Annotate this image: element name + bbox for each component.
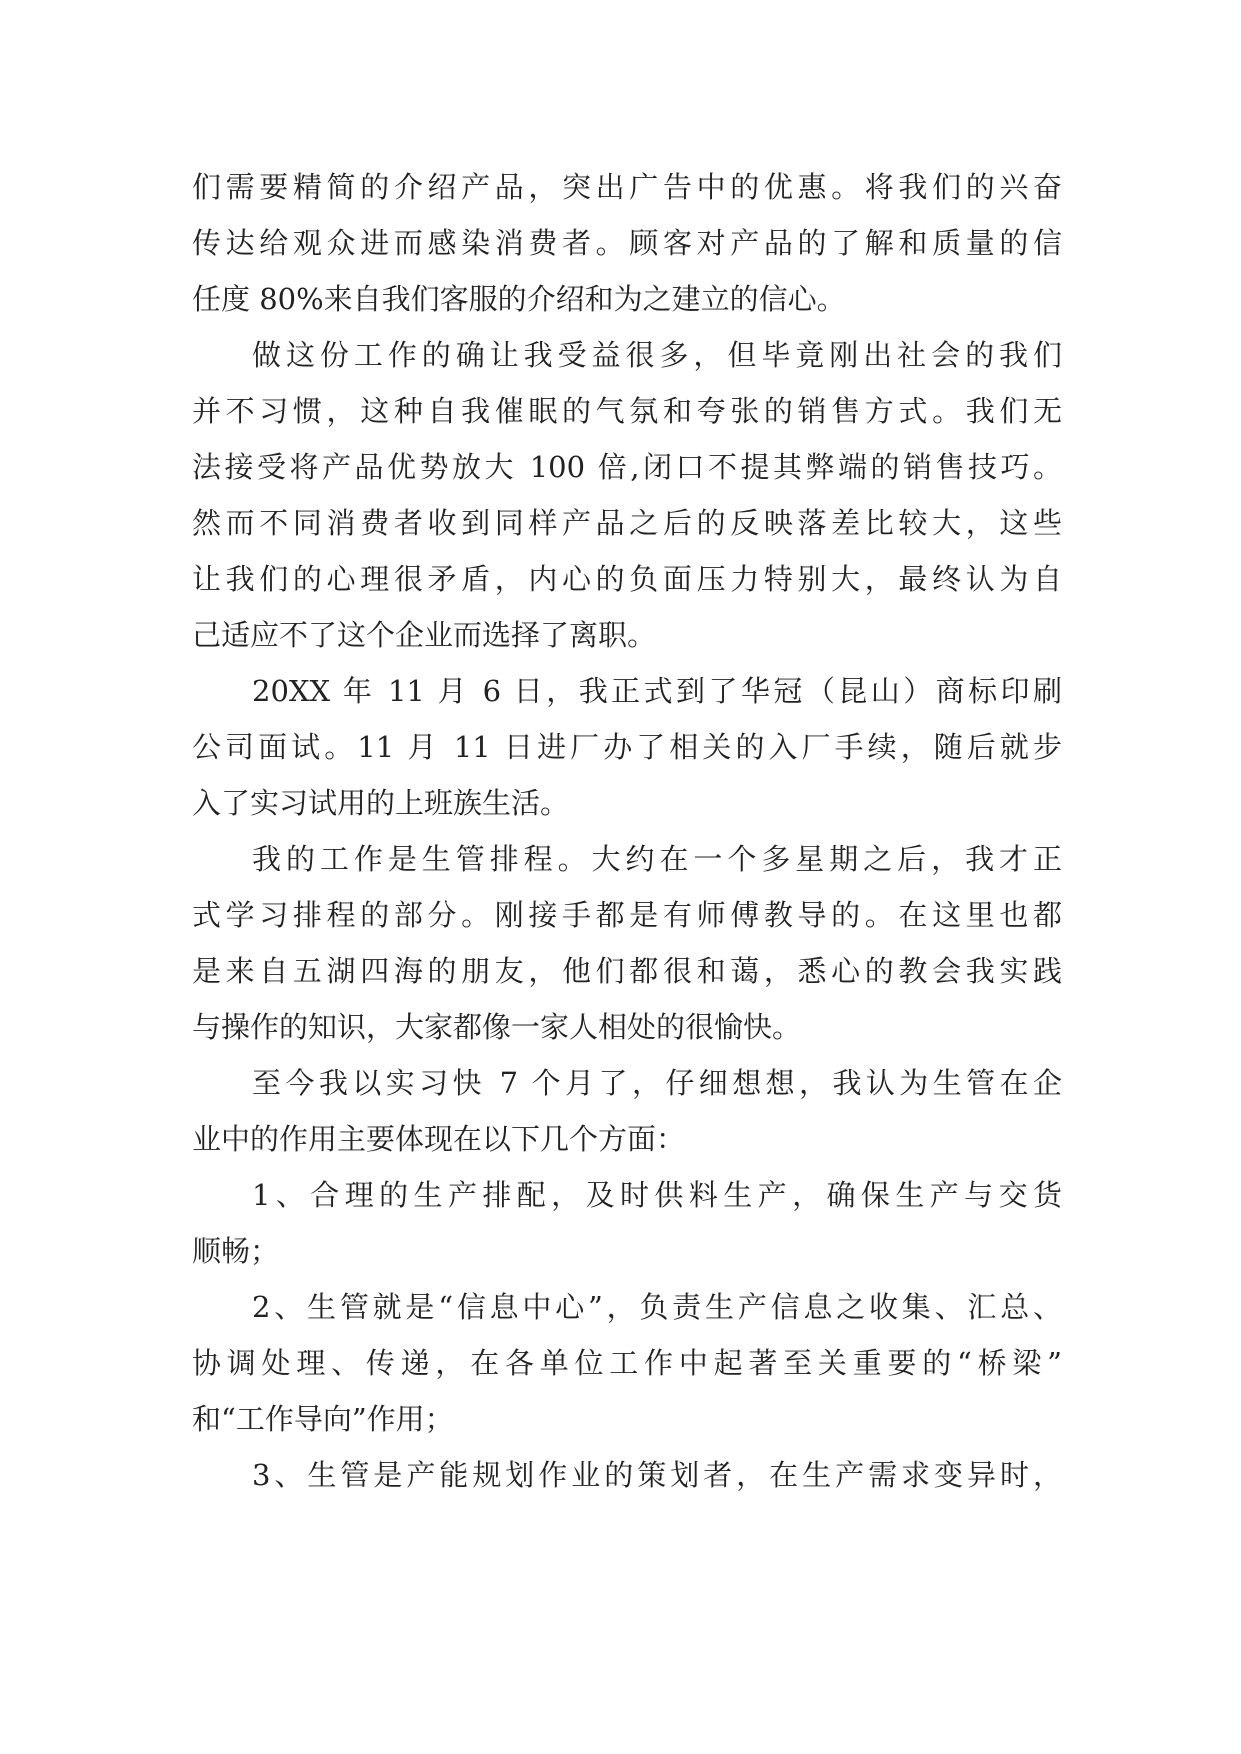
text-line: 让我们的心理很矛盾，内心的负面压力特别大，最终认为自 bbox=[192, 562, 1062, 596]
text-line: 20XX 年 11 月 6 日，我正式到了华冠（昆山）商标印刷 bbox=[252, 674, 1062, 708]
text-line: 己适应不了这个企业而选择了离职。 bbox=[192, 618, 657, 652]
text-line: 入了实习试用的上班族生活。 bbox=[192, 786, 570, 820]
list-item-line: 和“工作导向”作用； bbox=[192, 1402, 454, 1436]
list-item-line: 1、合理的生产排配，及时供料生产，确保生产与交货 bbox=[252, 1178, 1062, 1212]
list-item-line: 协调处理、传递，在各单位工作中起著至关重要的“桥梁” bbox=[192, 1346, 1062, 1380]
text-line: 任度 80%来自我们客服的介绍和为之建立的信心。 bbox=[192, 282, 846, 316]
text-line: 式学习排程的部分。刚接手都是有师傅教导的。在这里也都 bbox=[192, 898, 1062, 932]
text-line: 传达给观众进而感染消费者。顾客对产品的了解和质量的信 bbox=[192, 226, 1062, 260]
text-line: 并不习惯，这种自我催眠的气氛和夸张的销售方式。我们无 bbox=[192, 394, 1062, 428]
list-item-line: 顺畅； bbox=[192, 1234, 280, 1268]
list-item-line: 2、生管就是“信息中心”，负责生产信息之收集、汇总、 bbox=[252, 1290, 1062, 1324]
text-line: 业中的作用主要体现在以下几个方面： bbox=[192, 1122, 686, 1156]
text-line: 公司面试。11 月 11 日进厂办了相关的入厂手续，随后就步 bbox=[192, 730, 1062, 764]
text-line: 至今我以实习快 7 个月了，仔细想想，我认为生管在企 bbox=[252, 1066, 1062, 1100]
text-line: 们需要精简的介绍产品，突出广告中的优惠。将我们的兴奋 bbox=[192, 170, 1062, 204]
text-line: 与操作的知识，大家都像一家人相处的很愉快。 bbox=[192, 1010, 802, 1044]
text-line: 是来自五湖四海的朋友，他们都很和蔼，悉心的教会我实践 bbox=[192, 954, 1062, 988]
list-item-line: 3、生管是产能规划作业的策划者，在生产需求变异时， bbox=[252, 1458, 1062, 1492]
text-line: 我的工作是生管排程。大约在一个多星期之后，我才正 bbox=[252, 842, 1062, 876]
text-line: 做这份工作的确让我受益很多，但毕竟刚出社会的我们 bbox=[252, 338, 1062, 372]
text-line: 然而不同消费者收到同样产品之后的反映落差比较大，这些 bbox=[192, 506, 1062, 540]
text-line: 法接受将产品优势放大 100 倍,闭口不提其弊端的销售技巧。 bbox=[192, 450, 1062, 484]
